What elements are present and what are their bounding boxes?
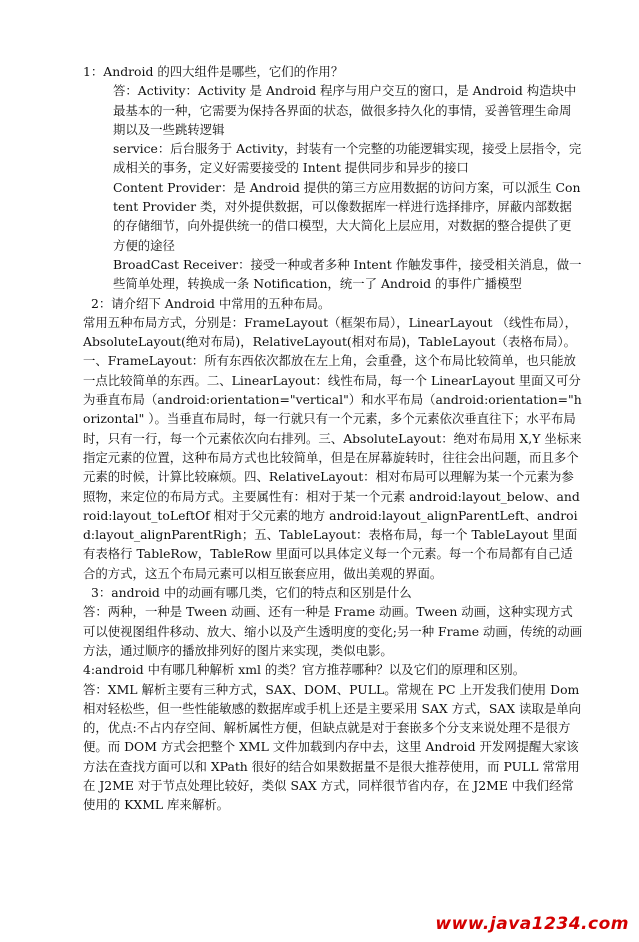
- answer-2-body: 一、FrameLayout：所有东西依次都放在左上角，会重叠，这个布局比较简单，也只能放一点比较简单的东西。二、LinearLayout：线性布局，每一个 LinearLayout 里面又可分为垂直布局（android:orientation="vertical"）和水平布局（android:orientation="horizontal" ）。当垂直布局时，每一行就只有一个元素，多个元素依次垂直往下；水平布局时，只有一行，每一个元素依次向右排列。三、AbsoluteLayout：绝对布局用 X,Y 坐标来指定元素的位置，这种布局方式也比较简单，但是在屏幕旋转时，往往会出问题，而且多个元素的时候，计算比较麻烦。四、RelativeLayout：相对布局可以理解为某一个元素为参照物，来定位的布局方式。主要属性有：相对于某一个元素 android:layout_below、android:layout_toLeftOf 相对于父元素的地方 android:layout_alignParentLeft、android:layout_alignParentRigh；五、TableLayout：表格布局，每一个 TableLayout 里面有表格行 TableRow，TableRow 里面可以具体定义每一个元素。每一个布局都有自己适合的方式，这五个布局元素可以相互嵌套应用，做出美观的界面。: [83, 353, 582, 581]
- answer-3: 答：两种，一种是 Tween 动画、还有一种是 Frame 动画。Tween 动画，这种实现方式可以使视图组件移动、放大、缩小以及产生透明度的变化;另一种 Frame 动画，传统的动画方法，通过顺序的播放排列好的图片来实现，类似电影。: [83, 604, 583, 658]
- question-4-title: 4:android 中有哪几种解析 xml 的类？官方推荐哪种？以及它们的原理和区别。: [83, 662, 526, 678]
- question-2-title: 2：请介绍下 Android 中常用的五种布局。: [91, 295, 331, 311]
- answer-1-service: service：后台服务于 Activity，封装有一个完整的功能逻辑实现，接受上层指令，完成相关的事务，定义好需要接受的 Intent 提供同步和异步的接口: [113, 141, 582, 176]
- document-body: [83, 62, 583, 815]
- answer-4: 答：XML 解析主要有三种方式，SAX、DOM、PULL。常规在 PC 上开发我们使用 Dom 相对轻松些，但一些性能敏感的数据库或手机上还是主要采用 SAX 方式，SAX 读取是单向的，优点:不占内存空间、解析属性方便，但缺点就是对于套嵌多个分支来说处理不是很方便。而 DOM 方式会把整个 XML 文件加载到内存中去，这里 Android 开发网提醒大家该方法在查找方面可以和 XPath 很好的结合如果数据量不是很大推荐使用，而 PULL 常常用在 J2ME 对于节点处理比较好，类似 SAX 方式，同样很节省内存，在 J2ME 中我们经常使用的 KXML 库来解析。: [83, 681, 582, 813]
- watermark-url: www.java1234.com: [435, 914, 629, 934]
- answer-2-intro: 常用五种布局方式，分别是：FrameLayout（框架布局），LinearLayout （线性布局），AbsoluteLayout(绝对布局)，RelativeLayout(相对布局)，TableLayout（表格布局）。: [83, 314, 577, 350]
- question-3-title: 3：android 中的动画有哪几类，它们的特点和区别是什么: [91, 585, 412, 601]
- answer-1-content-provider: Content Provider：是 Android 提供的第三方应用数据的访问方案，可以派生 Content Provider 类，对外提供数据，可以像数据库一样进行选择排序，屏蔽内部数据的存储细节，向外提供统一的借口模型，大大简化上层应用，对数据的整合提供了更方便的途径: [113, 179, 581, 253]
- answer-1-activity: 答：Activity：Activity 是 Android 程序与用户交互的窗口，是 Android 构造块中最基本的一种，它需要为保持各界面的状态，做很多持久化的事情，妥善管理生命周期以及一些跳转逻辑: [113, 83, 577, 137]
- question-1-title: 1：Android 的四大组件是哪些，它们的作用？: [83, 64, 344, 79]
- answer-1-broadcast-receiver: BroadCast Receiver：接受一种或者多种 Intent 作触发事件，接受相关消息，做一些简单处理，转换成一条 Notification，统一了 Android 的事件广播模型: [113, 256, 582, 292]
